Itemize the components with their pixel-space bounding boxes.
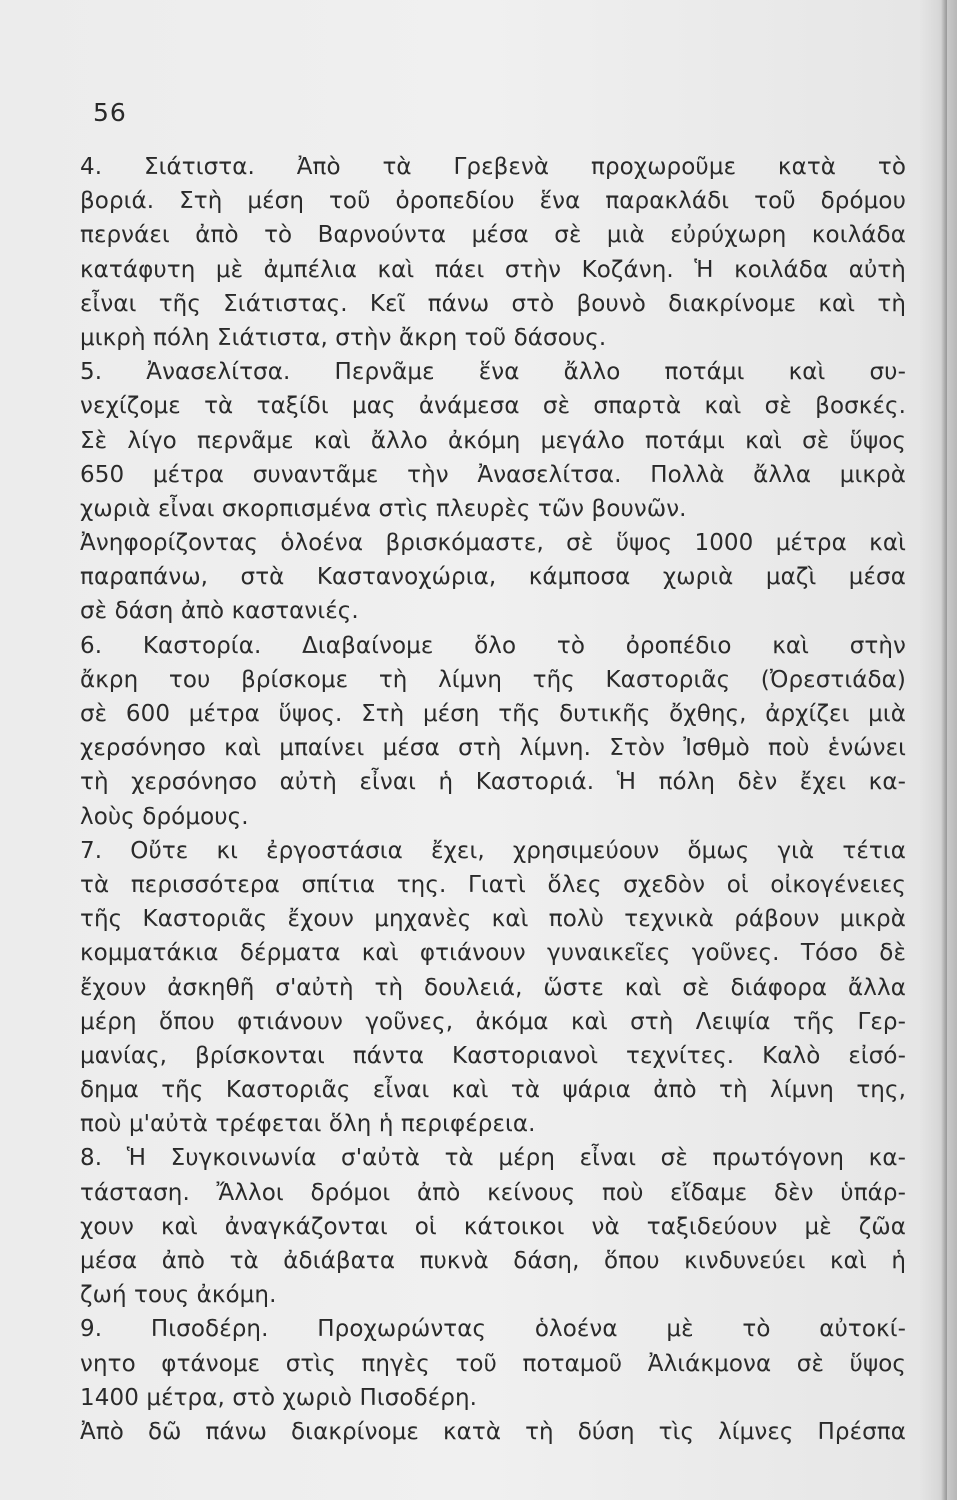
text-line: δημα τῆς Καστοριᾶς εἶναι καὶ τὰ ψάρια ἀπὸ τὴ λίμνη της, <box>80 1077 906 1104</box>
page-edge-shadow <box>941 0 947 1500</box>
text-line: ζωή τους ἀκόμη. <box>80 1282 277 1309</box>
text-line: εἶναι τῆς Σιάτιστας. Κεῖ πάνω στὸ βουνὸ διακρίνομε καὶ τὴ <box>80 290 906 317</box>
text-line: Σὲ λίγο περνᾶμε καὶ ἄλλο ἀκόμη μεγάλο ποτάμι καὶ σὲ ὕψος <box>80 427 906 454</box>
page-number: 56 <box>93 98 127 127</box>
text-line: κομματάκια δέρματα καὶ φτιάνουν γυναικεῖες γοῦνες. Τόσο δὲ <box>80 940 906 967</box>
text-line: νεχίζομε τὰ ταξίδι μας ἀνάμεσα σὲ σπαρτὰ καὶ σὲ βοσκές. <box>80 393 906 420</box>
text-line: 1400 μέτρα, στὸ χωριὸ Πισοδέρη. <box>80 1384 478 1411</box>
text-line: 6. Καστορία. Διαβαίνομε ὅλο τὸ ὀροπέδιο καὶ στὴν <box>80 632 906 659</box>
text-line: Ἀπὸ δῶ πάνω διακρίνομε κατὰ τὴ δύση τὶς λίμνες Πρέσπα <box>80 1418 906 1445</box>
text-line: 8. Ἡ Συγκοινωνία σ'αὐτὰ τὰ μέρη εἶναι σὲ πρωτόγονη κα- <box>80 1145 906 1172</box>
text-line: τῆς Καστοριᾶς ἔχουν μηχανὲς καὶ πολὺ τεχνικὰ ράβουν μικρὰ <box>80 906 906 933</box>
text-line: ποὺ μ'αὐτὰ τρέφεται ὅλη ἡ περιφέρεια. <box>80 1111 536 1138</box>
text-line: 7. Οὔτε κι ἐργοστάσια ἔχει, χρησιμεύουν ὅμως γιὰ τέτια <box>80 837 906 864</box>
text-line: Ἀνηφορίζοντας ὁλοένα βρισκόμαστε, σὲ ὕψος 1000 μέτρα καὶ <box>80 530 906 557</box>
text-line: νητο φτάνομε στὶς πηγὲς τοῦ ποταμοῦ Ἀλιάκμονα σὲ ὕψος <box>80 1350 906 1377</box>
text-line: 650 μέτρα συναντᾶμε τὴν Ἀνασελίτσα. Πολλὰ ἄλλα μικρὰ <box>80 461 906 488</box>
text-line: περνάει ἀπὸ τὸ Βαρνούντα μέσα σὲ μιὰ εὐρύχωρη κοιλάδα <box>80 222 906 249</box>
text-line: 9. Πισοδέρη. Προχωρώντας ὁλοένα μὲ τὸ αὐτοκί- <box>80 1316 906 1343</box>
text-line: κατάφυτη μὲ ἀμπέλια καὶ πάει στὴν Κοζάνη. Ἡ κοιλάδα αὐτὴ <box>80 256 906 283</box>
text-line: τὰ περισσότερα σπίτια της. Γιατὶ ὅλες σχεδὸν οἱ οἰκογένειες <box>80 871 906 898</box>
text-line: χουν καὶ ἀναγκάζονται οἱ κάτοικοι νὰ ταξιδεύουν μὲ ζῶα <box>80 1213 906 1240</box>
body-text <box>80 150 906 1449</box>
text-line: ἔχουν ἀσκηθῆ σ'αὐτὴ τὴ δουλειά, ὥστε καὶ σὲ διάφορα ἄλλα <box>80 974 906 1001</box>
text-line: 5. Ἀνασελίτσα. Περνᾶμε ἕνα ἄλλο ποτάμι καὶ συ- <box>80 359 906 386</box>
text-line: τάσταση. Ἄλλοι δρόμοι ἀπὸ κείνους ποὺ εἴδαμε δὲν ὑπάρ- <box>80 1179 906 1206</box>
text-line: μανίας, βρίσκονται πάντα Καστοριανοὶ τεχνίτες. Καλὸ εἰσό- <box>80 1042 906 1069</box>
text-line: χωριὰ εἶναι σκορπισμένα στὶς πλευρὲς τῶν βουνῶν. <box>80 495 687 522</box>
text-line: μικρὴ πόλη Σιάτιστα, στὴν ἄκρη τοῦ δάσους. <box>80 324 607 351</box>
text-line: σὲ δάση ἀπὸ καστανιές. <box>80 598 359 625</box>
text-line: χερσόνησο καὶ μπαίνει μέσα στὴ λίμνη. Στὸν Ἰσθμὸ ποὺ ἑνώνει <box>80 735 906 762</box>
text-line: μέρη ὅπου φτιάνουν γοῦνες, ἀκόμα καὶ στὴ Λειψία τῆς Γερ- <box>80 1008 906 1035</box>
text-line: σὲ 600 μέτρα ὕψος. Στὴ μέση τῆς δυτικῆς ὄχθης, ἀρχίζει μιὰ <box>80 701 906 727</box>
text-line: βοριά. Στὴ μέση τοῦ ὀροπεδίου ἕνα παρακλάδι τοῦ δρόμου <box>80 188 906 215</box>
text-line: παραπάνω, στὰ Καστανοχώρια, κάμποσα χωριὰ μαζὶ μέσα <box>80 564 906 591</box>
text-line: μέσα ἀπὸ τὰ ἀδιάβατα πυκνὰ δάση, ὅπου κινδυνεύει καὶ ἡ <box>80 1248 906 1274</box>
text-line: λοὺς δρόμους. <box>80 803 249 830</box>
text-line: 4. Σιάτιστα. Ἀπὸ τὰ Γρεβενὰ προχωροῦμε κατὰ τὸ <box>80 154 906 180</box>
text-line: ἄκρη του βρίσκομε τὴ λίμνη τῆς Καστοριᾶς (Ὀρεστιάδα) <box>80 666 906 693</box>
text-line: τὴ χερσόνησο αὐτὴ εἶναι ἡ Καστοριά. Ἡ πόλη δὲν ἔχει κα- <box>80 769 906 796</box>
